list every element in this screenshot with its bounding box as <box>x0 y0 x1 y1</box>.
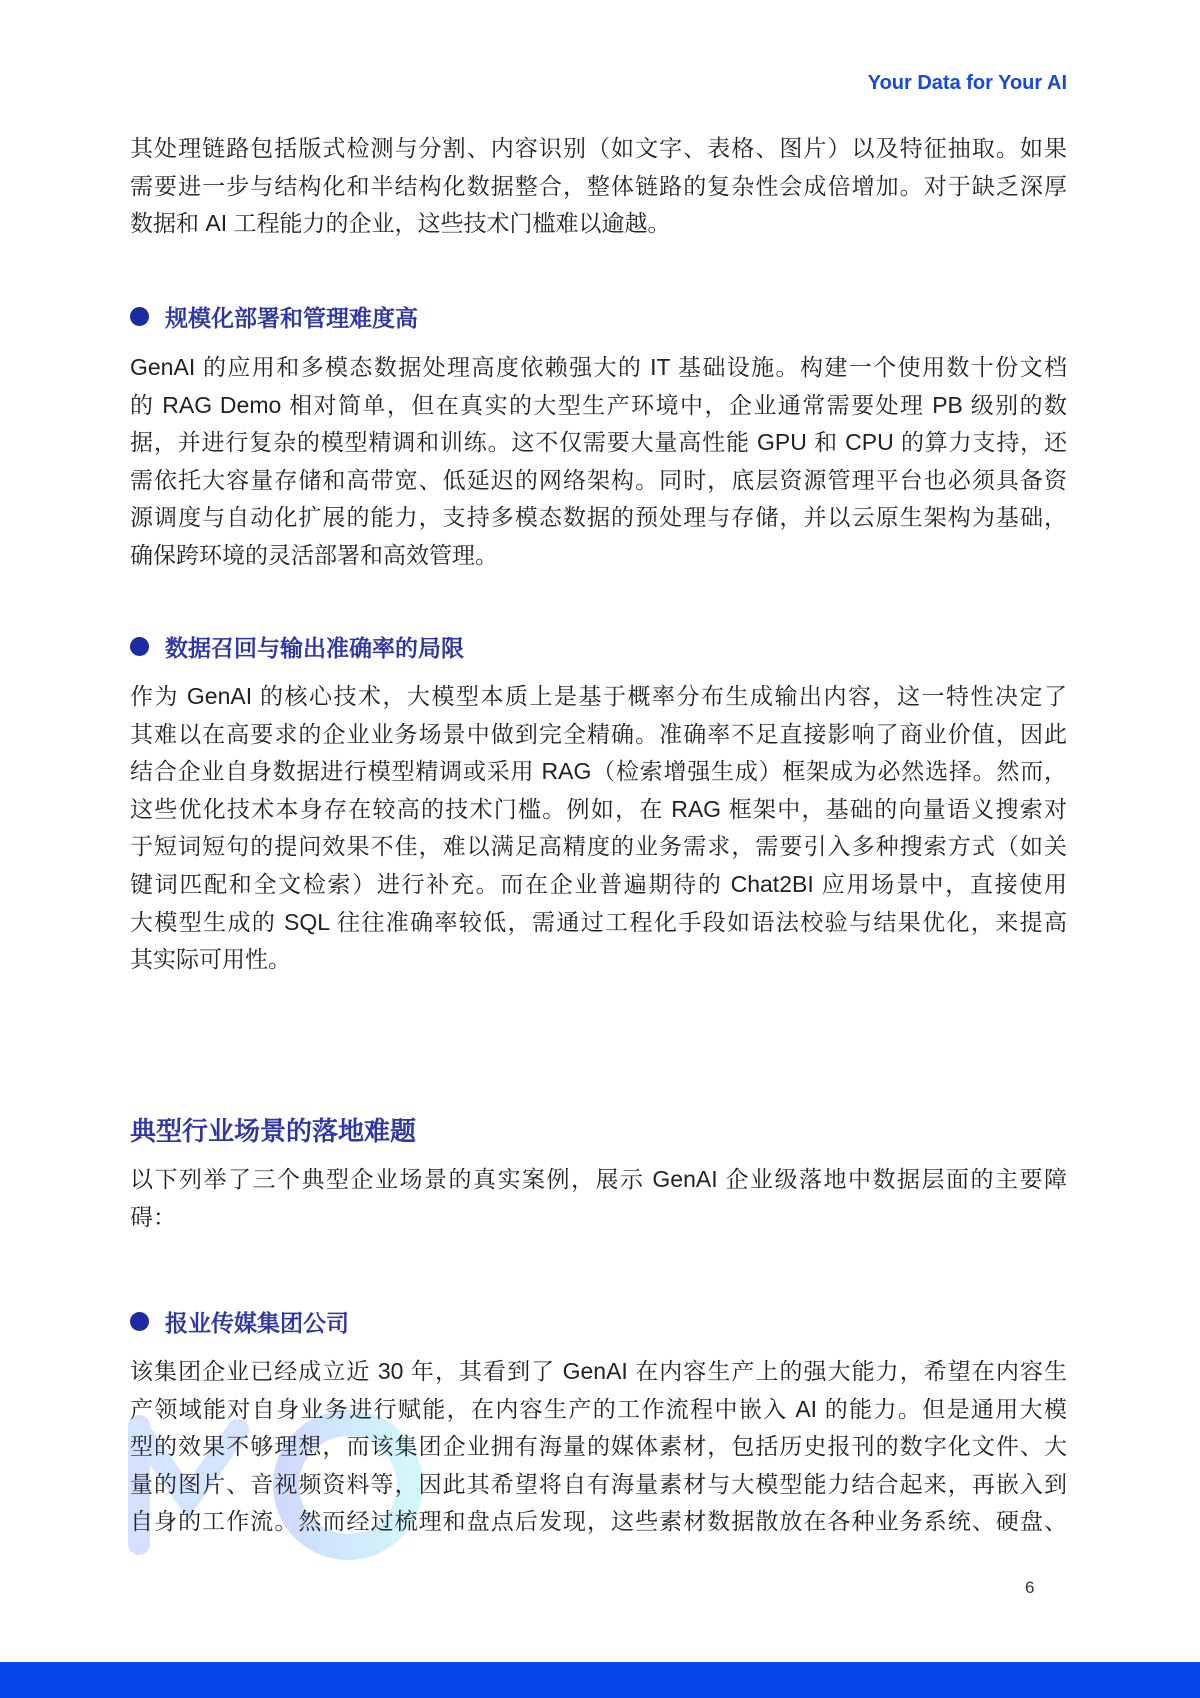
text-line: 产领域能对自身业务进行赋能，在内容生产的工作流程中嵌入 AI 的能力。但是通用大模 <box>130 1395 1067 1422</box>
bullet-heading-text: 数据召回与输出准确率的局限 <box>165 635 464 661</box>
text-line: 确保跨环境的灵活部署和高效管理。 <box>130 541 498 568</box>
text-line: 其实际可用性。 <box>130 946 291 973</box>
bullet-icon <box>130 307 149 326</box>
text-line: 据，并进行复杂的模型精调和训练。这不仅需要大量高性能 GPU 和 CPU 的算力支持，还 <box>130 429 1067 456</box>
text-line: 碍： <box>130 1203 176 1230</box>
text-line: 大模型生成的 SQL 往往准确率较低，需通过工程化手段如语法校验与结果优化，来提高 <box>130 908 1067 935</box>
running-header: Your Data for Your AI <box>867 72 1067 94</box>
text-line: 于短词短句的提问效果不佳，难以满足高精度的业务需求，需要引入多种搜索方式（如关 <box>130 833 1067 860</box>
bullet-icon <box>130 1312 149 1331</box>
deployment-paragraph <box>130 349 1067 575</box>
text-line: 其难以在高要求的企业业务场景中做到完全精确。准确率不足直接影响了商业价值，因此 <box>130 720 1067 747</box>
text-line: 该集团企业已经成立近 30 年，其看到了 GenAI 在内容生产上的强大能力，希望在内容生 <box>130 1358 1067 1384</box>
bullet-heading-text: 规模化部署和管理难度高 <box>165 305 418 331</box>
bullet-icon <box>130 637 149 656</box>
bullet-heading-deployment <box>130 300 418 333</box>
text-line: 量的图片、音视频资料等，因此其希望将自有海量素材与大模型能力结合起来，再嵌入到 <box>130 1470 1067 1497</box>
text-line: 这些优化技术本身存在较高的技术门槛。例如，在 RAG 框架中，基础的向量语义搜索对 <box>130 795 1067 822</box>
text-line: 需要进一步与结构化和半结构化数据整合，整体链路的复杂性会成倍增加。对于缺乏深厚 <box>130 172 1067 199</box>
text-line: 其处理链路包括版式检测与分割、内容识别（如文字、表格、图片）以及特征抽取。如果 <box>130 135 1067 161</box>
page-number: 6 <box>1025 1578 1035 1597</box>
bullet-heading-media-group <box>130 1305 349 1338</box>
media-group-paragraph <box>130 1353 1067 1541</box>
accuracy-paragraph <box>130 678 1067 979</box>
bullet-heading-accuracy <box>130 630 464 663</box>
text-line: 需依托大容量存储和高带宽、低延迟的网络架构。同时，底层资源管理平台也必须具备资 <box>130 466 1067 493</box>
text-line: 数据和 AI 工程能力的企业，这些技术门槛难以逾越。 <box>130 210 671 237</box>
text-line: 结合企业自身数据进行模型精调或采用 RAG（检索增强生成）框架成为必然选择。然而， <box>130 758 1067 785</box>
text-line: 型的效果不够理想，而该集团企业拥有海量的媒体素材，包括历史报刊的数字化文件、大 <box>130 1433 1067 1460</box>
section-intro <box>130 1161 1067 1236</box>
text-line: GenAI 的应用和多模态数据处理高度依赖强大的 IT 基础设施。构建一个使用数十份文档 <box>130 354 1067 380</box>
footer-bar <box>0 1662 1200 1698</box>
bullet-heading-text: 报业传媒集团公司 <box>165 1310 349 1336</box>
text-line: 的 RAG Demo 相对简单，但在真实的大型生产环境中，企业通常需要处理 PB 级别的数 <box>130 391 1067 418</box>
text-line: 作为 GenAI 的核心技术，大模型本质上是基于概率分布生成输出内容，这一特性决定了 <box>130 683 1067 709</box>
text-line: 以下列举了三个典型企业场景的真实案例，展示 GenAI 企业级落地中数据层面的主要障 <box>130 1166 1067 1192</box>
text-line: 源调度与自动化扩展的能力，支持多模态数据的预处理与存储，并以云原生架构为基础， <box>130 504 1067 531</box>
text-line: 键词匹配和全文检索）进行补充。而在企业普遍期待的 Chat2BI 应用场景中，直接使用 <box>130 870 1067 897</box>
intro-paragraph <box>130 130 1067 243</box>
section-title: 典型行业场景的落地难题 <box>130 1116 417 1146</box>
text-line: 自身的工作流。然而经过梳理和盘点后发现，这些素材数据散放在各种业务系统、硬盘、 <box>130 1508 1067 1535</box>
